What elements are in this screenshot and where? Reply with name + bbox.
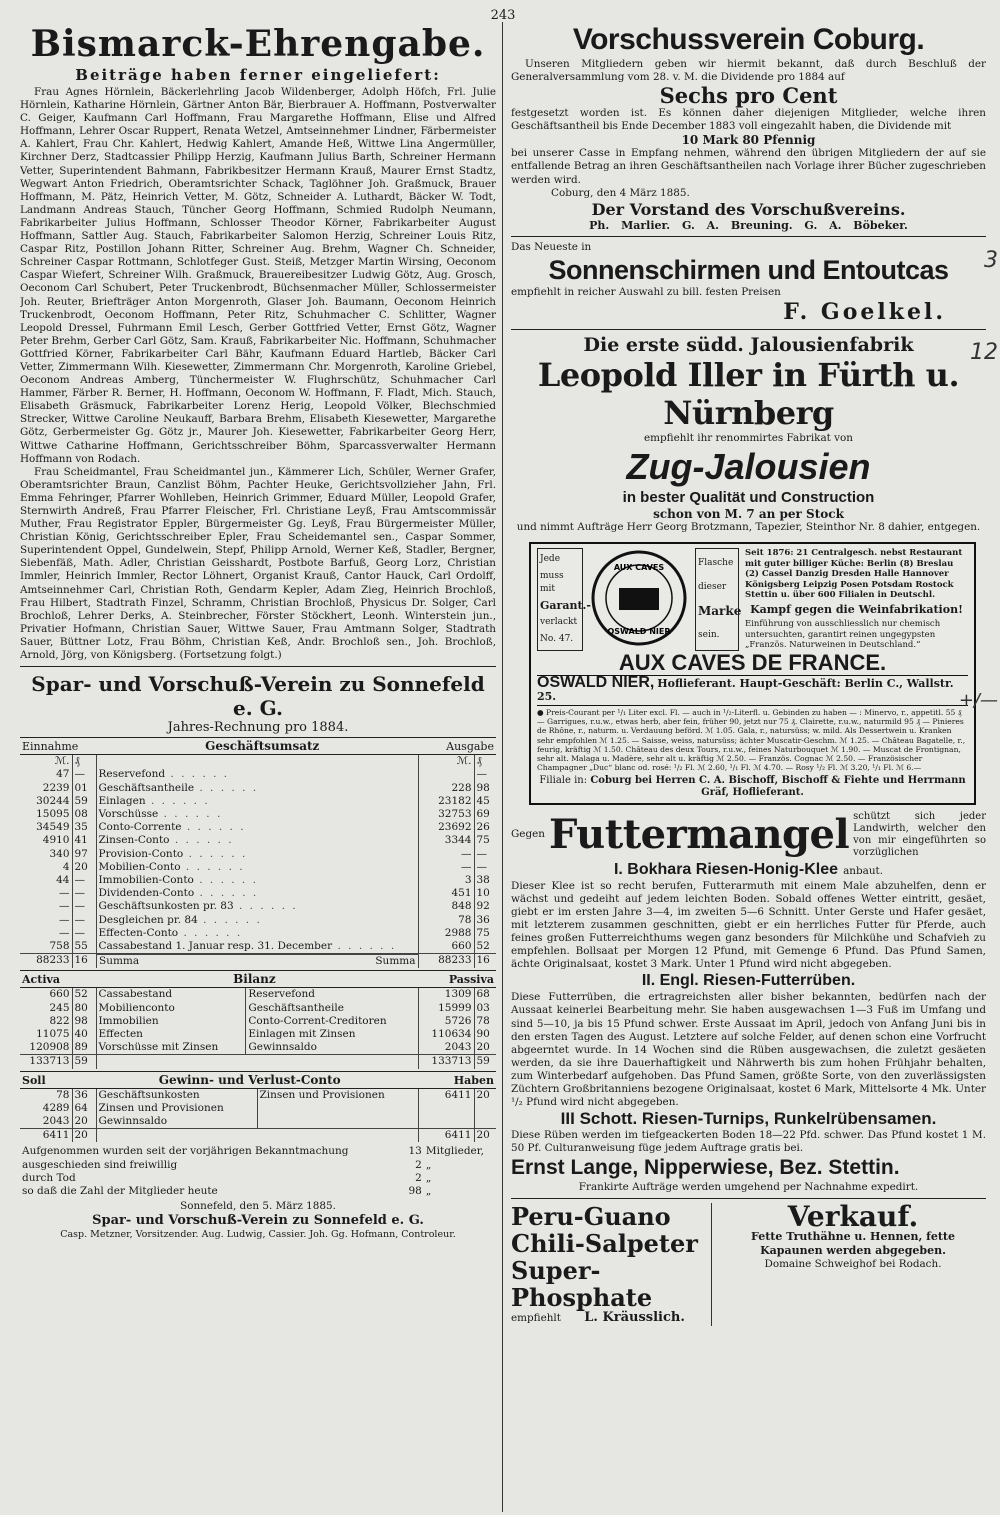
right-pf: 90 (474, 1028, 496, 1041)
account-label: Zinsen-Conto . . . . . . (96, 834, 418, 847)
ausgabe-mark: 2988 (418, 927, 474, 940)
table-row (20, 1102, 496, 1115)
lange-name: Ernst Lange, Nipperwiese, Bez. Stettin. (511, 1156, 900, 1180)
total-right-pf: 16 (474, 954, 496, 969)
right-mark: 1309 (418, 988, 474, 1001)
right-mark (418, 1115, 474, 1129)
left-label: Zinsen und Provisionen (96, 1102, 257, 1115)
caves-filiale-label: Filiale in: (539, 774, 588, 786)
ausgabe-mark: — (418, 848, 474, 861)
ausgabe-pf: — (474, 861, 496, 874)
left-label: Geschäftsunkosten (96, 1089, 257, 1102)
account-label: Mobilien-Conto . . . . . . (96, 861, 418, 874)
total-right-pf: 20 (474, 1129, 496, 1143)
einnahme-pf: 41 (72, 834, 96, 847)
table-row (20, 782, 496, 795)
ausgabe-mark: 23692 (418, 821, 474, 834)
einnahme-mark: 4910 (42, 834, 70, 847)
einnahme-label: Einnahme (22, 740, 79, 754)
jalousie-company: Leopold Iller in Fürth u. Nürnberg (537, 355, 960, 432)
account-label: Reservefond . . . . . . (96, 768, 418, 781)
left-label: Vorschüsse mit Zinsen (96, 1041, 246, 1055)
ausgabe-mark: 451 (418, 887, 474, 900)
left-pf: 80 (72, 1002, 96, 1015)
spar-date: Sonnefeld, den 5. März 1885. (180, 1200, 336, 1213)
ausgabe-mark: 3344 (418, 834, 474, 847)
einnahme-pf: 01 (72, 782, 96, 795)
einnahme-mark: 30244 (36, 794, 70, 807)
vorschuss-highlight: Sechs pro Cent (659, 83, 838, 109)
account-label: Provision-Conto . . . . . . (96, 848, 418, 861)
total-left: 6411 (20, 1129, 72, 1143)
right-pf: 20 (474, 1041, 496, 1055)
table-row (20, 821, 496, 834)
left-label: Mobilienconto (96, 1002, 246, 1015)
left-mark: 660 (49, 988, 70, 1001)
bismarck-subtitle: Beiträge haben ferner eingeliefert: (75, 66, 441, 84)
bismarck-paragraph: Frau Scheidmantel, Frau Scheidmantel jun., Kämmerer Lich, Schüler, Werner Grafer, Oberamtsrichter Braun, Canzlist Böhm, Pachter Heuke, Gerichtsvollzieher Jahn, Frl. Emma Fehringer, Pfarrer Wohlleben, Heinrich Grimmer, Eduard Müller, Leopold Grafer, Sternwirth Andreß, Frau Pfarrer Fleischer, Frl. Christiane Leyß, Frau Amtscommissär Muther, Frau Registrator Eppler, Bürgermeister Gg. Leyß, Frau Bürgermeister Müller, Christian König, Gerichtsschreiber Epler, Frau Scheidemantel sen., Caspar Sommer, Superintendent Oppel, Gundelwein, Stepf, Philipp Arnold, Werner Keß, Stadler, Bergner, Siebenfäß, Math. Adler, Christian Geisshardt, Postbote Barfuß, Georg Lorz, Christian Immler, Heinrich Immler, Rector Löhnert, Organist Krauß, Cantor Hauck, Carl Ordolff, Amtseinnehmer Carl, Christian Roth, Gendarm Kepler, Adam Zieg, Heinrich Brochloß, Frau Hilbert, Stadtrath Finzel, Schramm, Christian Brochloß, Physicus Dr. Solger, Carl Brochloß, Lehrer Derks, A. Steinbrecher, Förster Stöckhert, Leonh. Winterstein jun., Privatier Hofmann, Christian Sauer, Wittwe Sauer, Frau Amtmann Solger, Stadtrath Sauer, Büttner Lotz, Frau Böhm, Christian Keß, Andr. Brochloß sen., Joh. Brochloß, Arnold, Jörg, von Königsberg. (Fortsetzung folgt.) (20, 465, 496, 662)
passiva-label: Passiva (448, 973, 494, 987)
gewinn-label: Gewinn- und Verlust-Conto (158, 1072, 341, 1087)
einnahme-pf: 08 (72, 808, 96, 821)
ausgabe-mark: 848 (418, 900, 474, 913)
svg-text:AUX CAVES: AUX CAVES (613, 563, 665, 573)
member-count: 2 (415, 1171, 422, 1184)
einnahme-mark: 340 (49, 847, 70, 860)
margin-note: 12 (970, 340, 998, 365)
ausgabe-pf: 26 (474, 821, 496, 834)
account-label: Effecten-Conto . . . . . . (96, 927, 418, 940)
table-row (20, 1028, 496, 1041)
futter-text1: Dieser Klee ist so recht berufen, Futterarmuth mit einem Male abzuhelfen, denn er wächst und gedeiht auf jedem leichten Boden. Sobald offenes Wetter eintritt, gesäet, giebt er im ersten Jahre 3—4, im zweiten 5—6 Schnitt. Unter Gerste und Hafer gesäet, mit letzterem zusammen geschnitten, giebt er ein herrliches Futter für Pferde, auch feines großen Futterreichthums wegen ganz besonders für Milchkühe und Schafvieh zu empfehlen. Bollsaat per Morgen 12 Pfund, mit Gemenge 6 Pfund. Das Pfund Samen, ächte Originalsaat, kostet 3 Mark. Unter 1 Pfund wird nicht abgegeben. (511, 879, 986, 971)
member-label: so daß die Zahl der Mitglieder heute (22, 1185, 218, 1198)
left-label: Cassabestand (96, 988, 246, 1001)
account-label: Einlagen . . . . . . (96, 795, 418, 808)
table-row (20, 988, 496, 1001)
member-count: 98 (408, 1185, 422, 1198)
right-mark: 110634 (418, 1028, 474, 1041)
verkauf-text: Fette Truthähne u. Hennen, fette Kapaunen werden abgegeben. (751, 1230, 955, 1258)
member-unit: Mitglieder, (425, 1145, 484, 1158)
ausgabe-mark: 228 (418, 782, 474, 795)
einnahme-pf: — (72, 927, 96, 940)
spar-title: Spar- und Vorschuß-Verein zu Sonnefeld e. G. (31, 672, 485, 721)
right-label: Geschäftsantheile (246, 1002, 418, 1015)
einnahme-pf: — (72, 874, 96, 887)
total-left: 133713 (20, 1055, 72, 1069)
total-left-pf: 16 (72, 954, 96, 969)
caves-topright: Seit 1876: 21 Centralgesch. nebst Restaurant mit guter billiger Küche: Berlin (8) Breslau (2) Cassel Danzig Dresden Halle Hannover Königsberg Leipzig Posen Potsdam Rostock Stettin u. über 600 Filialen in Deutschl. (745, 548, 963, 601)
caves-left-words: Jede muss mit Garant.- verlackt No. 47. (537, 548, 583, 651)
umsatz-label: Geschäftsumsatz (205, 739, 320, 754)
unit-mark: ℳ. (54, 755, 70, 768)
umsatz-header (20, 737, 496, 755)
vorschuss-text: festgesetzt worden ist. Es können daher diejenigen Mitglieder, welche ihren Geschäftsantheil bis Ende December 1883 voll eingezahlt haben, die Dividende mit (511, 107, 986, 133)
svg-text:OSWALD NIER: OSWALD NIER (607, 627, 671, 637)
table-row (20, 808, 496, 821)
bilanz-table (20, 988, 496, 1068)
table-row (20, 900, 496, 913)
lange-franco: Frankirte Aufträge werden umgehend per Nachnahme expedirt. (578, 1181, 919, 1194)
member-unit: „ (425, 1158, 432, 1171)
futter-title: Futtermangel (548, 810, 850, 858)
ausgabe-mark: — (418, 861, 474, 874)
vorschuss-names: Ph. Marlier. G. A. Breuning. G. A. Böbeker. (589, 218, 908, 232)
ausgabe-mark: 660 (418, 940, 474, 954)
futter-text2: Diese Futterrüben, die ertragreichsten aller bisher bekannten, bedürfen nach der Aussaat keinerlei Bearbeitung mehr. Sie haben ausgewachsen 1—3 Fuß im Umfang und sind 5—10, ja bis 15 Pfund schwer. Erste Aussaat im April, jedoch von Anfang Juni bis in den ersten Tagen des August. Letztere auf solche Felder, auf denen schon eine Vorfrucht abgeerntet wurde. In 14 Wochen sind die Rüben ausgewachsen, die zuletzt gesäeten werden, da sie ihre Dauerhaftigkeit und Nährwerth bis zum hohen Frühjahr behalten, zum Winterbedarf aufgehoben. Das Pfund Samen, größte Sorte, von den zuverlässigsten Züchtern Großbritanniens bezogene Originalsaat, kostet 6 Mark, Mittelsorte 4 Mk. Unter ¹/₂ Pfund wird nicht abgegeben. (511, 991, 986, 1109)
member-row (20, 1185, 496, 1198)
ausgabe-mark: 23182 (418, 795, 474, 808)
gewinn-header (20, 1071, 496, 1089)
table-row (20, 940, 496, 954)
einnahme-pf: 97 (72, 848, 96, 861)
right-mark: 6411 (418, 1089, 474, 1102)
einnahme-mark: 44 (56, 873, 70, 886)
einnahme-pf: — (72, 914, 96, 927)
summa-label: Summa (99, 955, 140, 968)
account-label: Geschäftsantheile . . . . . . (96, 782, 418, 795)
table-row (20, 887, 496, 900)
right-mark (418, 1102, 474, 1115)
ausgabe-mark: 3 (418, 874, 474, 887)
right-label (257, 1102, 418, 1115)
table-row (20, 795, 496, 808)
goelkel-name: F. Goelkel. (783, 298, 946, 325)
unit-mark: ℳ. (418, 755, 474, 768)
caves-owner: OSWALD NIER, (537, 673, 655, 691)
margin-note: 3 (984, 248, 998, 273)
einnahme-mark: — (59, 887, 70, 900)
jalousie-line3: empfiehlt ihr renommirtes Fabrikat von (644, 431, 853, 444)
ausgabe-pf: 36 (474, 914, 496, 927)
left-label: Gewinnsaldo (96, 1115, 257, 1129)
caves-filiale: Coburg bei Herren C. A. Bischoff, Bischoff & Fiehte und Herrmann Gräf, Hoflieferant. (590, 774, 966, 798)
einnahme-pf: — (72, 887, 96, 900)
ausgabe-pf: 38 (474, 874, 496, 887)
ausgabe-mark: 78 (418, 914, 474, 927)
table-row (20, 861, 496, 874)
table-row (20, 927, 496, 940)
umsatz-table (20, 755, 496, 968)
left-pf: 89 (72, 1041, 96, 1055)
right-pf (474, 1115, 496, 1129)
total-left-pf: 20 (72, 1129, 96, 1143)
caves-mid-words: Flasche dieser Marke sein. (695, 548, 739, 651)
right-pf (474, 1102, 496, 1115)
einnahme-mark: 47 (56, 768, 70, 781)
summa-label: Summa (375, 955, 416, 968)
einnahme-pf: 20 (72, 861, 96, 874)
verkauf-title: Verkauf. (787, 1200, 919, 1234)
verkauf-domain: Domaine Schweighof bei Rodach. (764, 1258, 942, 1271)
einnahme-pf: — (72, 768, 96, 781)
total-right: 6411 (418, 1129, 474, 1143)
caves-prices: ● Preis-Courant per ¹/₁ Liter excl. Fl. — auch in ¹/₂-Literfl. u. Gebinden zu haben — : Minervo, r., appetitl. 55 ₰ — Garrigues, r.u.w., etwas herb, aber fein, früher 90, jetzt nur 75 ₰. Clairette, r.u.w., naturmild 95 ₰ — Pinieres de Rhône, r., naturm. u. Verdauung beförd. ℳ 1.05. Gala, r., natursüss; w. mild. Als Dessertwein u. Kranken sehr empfohlen ℳ 1.25. — Saisse, weiss, natursüss; ächter Muscatir-Geschm. ℳ 1.25. — Château Bagatelle, r., feurig, kräftig ℳ 1.50. Château des deux Tours, r.u.w., feines Naturbouquet ℳ 1.90. — Muscat de Frontignan, sehr alt. Malaga u. Madère, sehr alt u. kräftig ℳ 2.50. — Französ. Cognac ℳ 2.50. — Französischer Champagner „Duc“ blanc od. rosé: ¹/₂ Fl. ℳ 2.60, ¹/₁ Fl. ℳ 4.70. — Rosy ¹/₂ Fl. ℳ 3.20, ¹/₁ Fl. ℳ 6.— (537, 707, 966, 773)
ausgabe-pf: 75 (474, 834, 496, 847)
vorschuss-amount: 10 Mark 80 Pfennig (681, 133, 816, 148)
einnahme-mark: — (59, 913, 70, 926)
member-label: ausgeschieden sind freiwillig (22, 1158, 178, 1171)
left-mark: 822 (49, 1014, 70, 1027)
futter-sec3: III Schott. Riesen-Turnips, Runkelrübensamen. (560, 1109, 937, 1129)
left-mark: 245 (49, 1001, 70, 1014)
account-label: Desgleichen pr. 84 . . . . . . (96, 914, 418, 927)
right-mark: 2043 (418, 1041, 474, 1055)
table-row (20, 874, 496, 887)
member-count: 2 (415, 1158, 422, 1171)
left-pf: 64 (72, 1102, 96, 1115)
total-right: 88233 (418, 954, 474, 969)
einnahme-mark: — (59, 926, 70, 939)
vorschuss-text: bei unserer Casse in Empfang nehmen, während den übrigen Mitgliedern der auf sie entfallende Betrag an ihren Geschäftsantheilen nach Vorlage ihrer Bücher zugeschrieben werden wird. (511, 147, 986, 186)
left-mark: 11075 (36, 1027, 70, 1040)
left-mark: 4289 (42, 1101, 70, 1114)
total-left-pf: 59 (72, 1055, 96, 1069)
vorschuss-date: Coburg, den 4 März 1885. (551, 186, 690, 199)
unit-pf: ₰ (72, 755, 96, 768)
table-row (20, 1002, 496, 1015)
sonnen-title: Sonnenschirmen und Entoutcas (548, 254, 949, 285)
left-column (20, 22, 502, 1512)
futter-sec1-tail: anbaut. (843, 864, 884, 877)
soll-label: Soll (22, 1073, 46, 1087)
caves-owner-rest: Hoflieferant. Haupt-Geschäft: Berlin C., Wallstr. 25. (537, 676, 954, 703)
caves-seal (589, 548, 689, 648)
ausgabe-pf: 10 (474, 887, 496, 900)
caves-einfuhr: Einführung von ausschliesslich nur chemisch untersuchten, garantirt reinen ungegypsten „Französ. Naturweinen in Deutschland.“ (745, 619, 941, 651)
bismarck-title: Bismarck-Ehrengabe. (30, 23, 486, 65)
einnahme-mark: — (59, 900, 70, 913)
ausgabe-label: Ausgabe (446, 740, 494, 754)
member-row (20, 1172, 496, 1185)
table-row (20, 1041, 496, 1055)
einnahme-pf: 35 (72, 821, 96, 834)
table-row (20, 1115, 496, 1129)
account-label: Dividenden-Conto . . . . . . (96, 887, 418, 900)
table-row (20, 848, 496, 861)
futter-sec2: II. Engl. Riesen-Futterrüben. (641, 972, 856, 990)
table-row (20, 834, 496, 847)
ausgabe-pf: 69 (474, 808, 496, 821)
caves-ad (529, 542, 976, 805)
einnahme-mark: 4 (62, 860, 70, 873)
sonnen-pre: Das Neueste in (511, 240, 592, 253)
account-label: Immobilien-Conto . . . . . . (96, 874, 418, 887)
table-row (20, 914, 496, 927)
futter-text3: Diese Rüben werden im tiefgeackerten Boden 18—22 Pfd. schwer. Das Pfund kostet 1 M. 50 Pf. Culturanweisung füge jedem Auftrage gratis bei. (511, 1129, 986, 1155)
member-unit: „ (425, 1171, 432, 1184)
right-label: Conto-Corrent-Creditoren (246, 1015, 418, 1028)
right-pf: 03 (474, 1002, 496, 1015)
table-row (20, 768, 496, 781)
einnahme-mark: 34549 (36, 821, 70, 834)
einnahme-mark: 15095 (36, 807, 70, 820)
left-pf: 52 (72, 988, 96, 1001)
jalousie-text: und nimmt Aufträge Herr Georg Brotzmann, Tapezier, Steinthor Nr. 8 dahier, entgegen. (516, 521, 981, 534)
sonnen-text: empfiehlt in reicher Auswahl zu bill. festen Preisen (511, 285, 781, 298)
futter-sec1: I. Bokhara Riesen-Honig-Klee (613, 860, 839, 878)
right-pf: 20 (474, 1089, 496, 1102)
jalousie-quality: in bester Qualität und Construction (622, 489, 875, 507)
right-column (502, 22, 986, 1512)
unit-pf: ₰ (474, 755, 496, 768)
caves-kampf: Kampf gegen die Weinfabrikation! (750, 602, 963, 616)
left-pf: 20 (72, 1115, 96, 1129)
spar-signature: Spar- und Vorschuß-Verein zu Sonnefeld e. G. (92, 1213, 424, 1229)
activa-label: Activa (22, 973, 61, 987)
member-label: Aufgenommen wurden seit der vorjährigen Bekanntmachung (22, 1145, 349, 1158)
left-pf: 98 (72, 1015, 96, 1028)
right-label: Reservefond (246, 988, 418, 1001)
ausgabe-pf: 52 (474, 940, 496, 954)
right-pf: 68 (474, 988, 496, 1001)
vorschuss-text: Unseren Mitgliedern geben wir hiermit bekannt, daß durch Beschluß der Generalversammlung vom 28. v. M. die Dividende pro 1884 auf (511, 58, 986, 84)
ausgabe-pf: 75 (474, 927, 496, 940)
ausgabe-pf: 98 (474, 782, 496, 795)
einnahme-pf: 55 (72, 940, 96, 954)
bilanz-header (20, 970, 496, 988)
guano-line1: Peru-Guano (511, 1202, 671, 1232)
bismarck-paragraph: Frau Agnes Hörnlein, Bäckerlehrling Jacob Wildenberger, Adolph Höfch, Frl. Julie Hörnlein, Katharine Hörnlein, Gärtner Anton Bär, Bierbrauer A. Hoffmann, Postverwalter C. Geiger, Kaufmann Carl Hoffmann, Frau Margarethe Hoffmann, Elise und Alfred Hoffmann, Lehrer Oscar Ruppert, Renata Wetzel, Amtseinnehmer Lindner, Färbermeister A. Kahlert, Frau Chr. Kahlert, Hedwig Kahlert, Amande Heß, Wittwe Lina Angermüller, Kirchner Derz, Stadtcassier Philipp Herzig, Kaufmann Julius Barth, Schreiner Hermann Vetter, Superintendent Bahmann, Fabrikbesitzer Hermann Krauß, Maurer Ernst Stadtz, Wegwart Anton Friedrich, Oberamtsrichter Schack, Taglöhner Joh. Graßmuck, Brauer Hoffmann, M. Pätz, Heinrich Vetter, M. Götz, Schneider A. Luthardt, Bäcker W. Todt, Landmann Andreas Stauch, Tüncher Georg Hoffmann, Schmied Rudolph Neumann, Fabrikarbeiter Julius Hoffmann, Schlosser Theodor Körner, Fabrikarbeiter August Hoffmann, Sattler Aug. Stauch, Fabrikarbeiter Salomon Herzig, Schreiner Louis Ritz, Caspar Ritz, Postillon Johann Ritter, Schreiner Aug. Brehm, Wagner Ch. Schneider, Schreiner Caspar Rottmann, Schlotfeger Gust. Steiß, Metzger Martin Wirsing, Oeconom Caspar Wiefert, Schreiner Wilh. Graßmuck, Brauereibesitzer Ludwig Götz, Aug. Grosch, Oeconom Carl Schubert, Peter Truckenbrodt, Büchsenmacher Müller, Schlossermeister Joh. Reuter, Briefträger Anton Morgenroth, Glaser Joh. Baumann, Oeconom Heinrich Truckenbrodt, Oeconom Hoffmann, Peter Ritz, Schuhmacher C. Schlitter, Wagner Leopold Dressel, Fuhrmann Emil Lesch, Gerber Gottfried Vetter, Ernst Götz, Wagner Peter Brehm, Gerber Carl Götz, Sam. Krauß, Fabrikarbeiter Nic. Hoffmann, Schuhmacher Gottfried Körner, Fabrikarbeiter Carl Bähr, Kaufmann Eduard Hartleb, Bäcker Carl Vetter, Zimmermann Wilh. Kiesewetter, Zimmermann Chr. Morgenroth, Karoline Griebel, Oeconom Andreas Amberg, Tünchermeister W. Flughrschütz, Schuhmacher Carl Hammer, Färber R. Berner, H. Hoffmann, Oeconom W. Hoffmann, F. Fladt, Mich. Stauch, Elisabeth Gräsmuck, Fabrikarbeiter Lorenz Herig, Leopold Völker, Blechschmied Strecker, Wittwe Caroline Neukauff, Barbara Brehm, Elisabeth Kiesewetter, Margarethe Götz, Gerbermeister Gg. Götz jr., Maurer Joh. Kiesewetter, Fabrikarbeiter Georg Herr, Wittwe Catharine Hoffmann, Gerichtsschreiber Böhm, Sparcassverwalter Hermann Hoffmann von Rodach. (20, 86, 496, 465)
left-mark: 120908 (29, 1041, 70, 1054)
table-row (20, 1015, 496, 1028)
left-pf: 40 (72, 1028, 96, 1041)
ausgabe-pf: 45 (474, 795, 496, 808)
right-label: Zinsen und Provisionen (257, 1089, 418, 1102)
member-row (20, 1159, 496, 1172)
haben-label: Haben (453, 1073, 494, 1087)
einnahme-mark: 758 (49, 939, 70, 952)
account-label: Geschäftsunkosten pr. 83 . . . . . . (96, 900, 418, 913)
ausgabe-mark: 32753 (418, 808, 474, 821)
left-label: Immobilien (96, 1015, 246, 1028)
einnahme-mark: 2239 (42, 781, 70, 794)
right-mark: 5726 (418, 1015, 474, 1028)
jalousie-line1: Die erste südd. Jalousienfabrik (583, 333, 914, 356)
member-label: durch Tod (22, 1171, 76, 1184)
ausgabe-pf: — (474, 848, 496, 861)
members-table (20, 1145, 496, 1198)
left-mark: 2043 (42, 1115, 70, 1127)
right-label: Einlagen mit Zinsen (246, 1028, 418, 1041)
einnahme-pf: — (72, 900, 96, 913)
jalousie-price: schon von M. 7 an per Stock (653, 507, 844, 522)
right-label (257, 1115, 418, 1129)
margin-note: +/— (958, 690, 998, 711)
table-row (20, 1089, 496, 1102)
guano-seller: L. Kräusslich. (584, 1310, 685, 1326)
total-right: 133713 (418, 1055, 474, 1069)
einnahme-pf: 59 (72, 795, 96, 808)
right-pf: 78 (474, 1015, 496, 1028)
left-mark: 78 (56, 1088, 70, 1101)
spar-subtitle: Jahres-Rechnung pro 1884. (167, 720, 349, 736)
left-label: Effecten (96, 1028, 246, 1041)
gewinn-table (20, 1089, 496, 1143)
futter-gegen: Gegen (511, 828, 545, 841)
account-label: Vorschüsse . . . . . . (96, 808, 418, 821)
member-row (20, 1145, 496, 1158)
jalousie-product: Zug-Jalousien (626, 446, 871, 488)
right-label: Gewinnsaldo (246, 1041, 418, 1055)
member-unit: „ (425, 1185, 432, 1198)
ausgabe-pf: — (474, 768, 496, 781)
left-pf: 36 (72, 1089, 96, 1102)
total-right-pf: 59 (474, 1055, 496, 1069)
spar-officers: Casp. Metzner, Vorsitzender. Aug. Ludwig, Cassier. Joh. Gg. Hofmann, Controleur. (60, 1229, 456, 1241)
total-left: 88233 (20, 954, 72, 969)
right-mark: 15999 (418, 1002, 474, 1015)
ausgabe-mark (418, 768, 474, 781)
vorschuss-title: Vorschussverein Coburg. (572, 23, 925, 56)
guano-line3: Super-Phosphate (511, 1256, 653, 1313)
page-number: 243 (490, 8, 516, 23)
futter-side: schützt sich jeder Landwirth, welcher den von mir eingeführten so vorzüglichen (853, 810, 986, 858)
ausgabe-pf: 92 (474, 900, 496, 913)
guano-line2: Chili-Salpeter (511, 1229, 698, 1259)
member-count: 13 (408, 1145, 422, 1158)
account-label: Cassabestand 1. Januar resp. 31. December . . . . . . (96, 940, 418, 954)
guano-foot: empfiehlt (511, 1312, 561, 1325)
bilanz-label: Bilanz (233, 972, 276, 987)
account-label: Conto-Corrente . . . . . . (96, 821, 418, 834)
caves-title: AUX CAVES DE FRANCE. (618, 649, 887, 675)
vorschuss-signature: Der Vorstand des Vorschußvereins. (591, 199, 906, 219)
